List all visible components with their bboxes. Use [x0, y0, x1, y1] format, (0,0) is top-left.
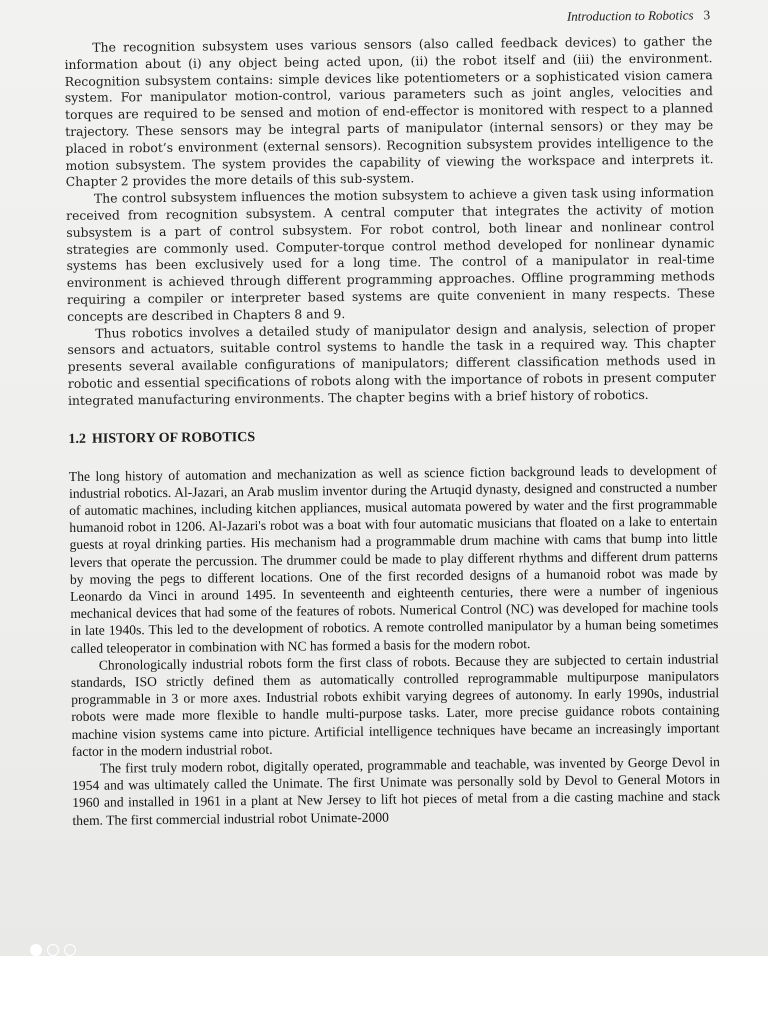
paragraph-robotics-overview: Thus robotics involves a detailed study of manipulator design and analysis, selection of proper sensors and actuators, suitable control systems to handle the task in a required way. This chapter presents several available configurations of manipulators; different classification methods used in robotic and essential specifications of robots along with the importance of robots in present computer integrated manufacturing environments. The chapter begins with a brief history of robotics. — [67, 318, 716, 408]
section-heading — [68, 425, 716, 448]
paragraph-unimate: The first truly modern robot, digitally operated, programmable and teachable, was invented by George Devol in 1954 and was ultimately called the Unimate. The first Unimate was personally sold by Devol to General Motors in 1960 and installed in 1961 in a plant at New Jersey to lift hot pieces of metal from a die casting machine and stack them. The first commercial industrial robot Unimate-2000 — [72, 754, 721, 828]
paragraph-control-subsystem: The control subsystem influences the motion subsystem to achieve a given task using information received from recognition subsystem. A central computer that integrates the activity of motion subsystem is a part of control subsystem. For robot control, both linear and nonlinear control strategies are commonly used. Computer-torque control method developed for nonlinear dynamic systems has been exclusively used for a long time. The control of a manipulator in real-time environment is achieved through different programming approaches. Offline programming methods requiring a compiler or interpreter based systems are quite convenient in many respects. These concepts are described in Chapters 8 and 9. — [66, 184, 716, 324]
carousel-indicator — [30, 944, 76, 956]
paragraph-industrial-robots: Chronologically industrial robots form the first class of robots. Because they are subjected to certain industrial standards, ISO strictly defined them as automatically controlled reprogrammable multipurpose manipulators programmable in 3 or more axes. Industrial robots exhibit varying degrees of autonomy. In early 1990s, industrial robots were made more flexible to handle multi-purpose tasks. Later, more precise guidance robots containing machine vision systems came into picture. Artificial intelligence techniques have became an increasingly important factor in the modern industrial robot. — [70, 650, 720, 759]
carousel-dot-2[interactable] — [47, 944, 59, 956]
running-head — [64, 7, 712, 30]
page-number: 3 — [703, 7, 711, 23]
book-page — [64, 7, 720, 829]
intro-body — [64, 33, 716, 409]
paragraph-history-automation: The long history of automation and mechanization as well as science fiction background leads to development of industrial robotics. Al-Jazari, an Arab muslim inventor during the Artuqid dynasty, designed and constructed a number of automatic machines, including kitchen appliances, musical automata powered by water and the first programmable humanoid robot in 1206. Al-Jazari's robot was a boat with four automatic musicians that floated on a lake to entertain guests at royal drinking parties. His mechanism had a programmable drum machine with cams that bump into little levers that operate the percussion. The drummer could be made to play different rhythms and different drum patterns by moving the pegs to different locations. One of the first recorded designs of a humanoid robot was made by Leonardo da Vinci in around 1495. In seventeenth and eighteenth centuries, there were a number of ingenious mechanical devices that had some of the features of robots. Numerical Control (NC) was developed for machine tools in late 1940s. This led to the development of robotics. A remote controlled manipulator by a human being sometimes called teleoperator in combination with NC has formed a basis for the modern robot. — [68, 461, 719, 656]
history-body — [69, 461, 721, 829]
running-head-title: Introduction to Robotics — [566, 7, 694, 24]
section-title: HISTORY OF ROBOTICS — [91, 429, 256, 447]
carousel-dot-1[interactable] — [30, 944, 42, 956]
section-number: 1.2 — [68, 431, 87, 447]
paragraph-recognition-subsystem: The recognition subsystem uses various sensors (also called feedback devices) to gather the information about (i) any object being acted upon, (ii) the robot itself and (iii) the environment. Recognition subsystem contains: simple devices like potentiometers or a sophisticated vision camera system. For manipulator motion-control, various parameters such as joint angles, velocities and torques are required to be sensed and motion of end-effector is monitored with respect to a planned trajectory. These sensors may be integral parts of manipulator (internal sensors) or they may be placed in robot’s environment (external sensors). Recognition subsystem provides intelligence to the motion subsystem. The system provides the capability of viewing the workspace and interprets it. Chapter 2 provides the more details of this sub-system. — [64, 33, 714, 190]
carousel-dot-3[interactable] — [64, 944, 76, 956]
